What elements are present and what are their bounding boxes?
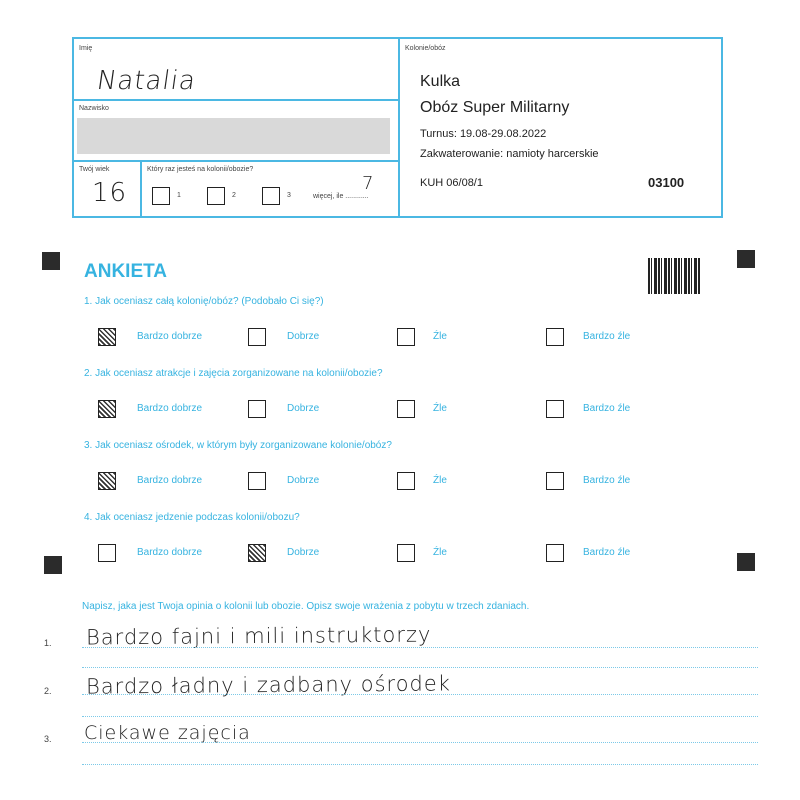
- header-divider-vertical: [398, 37, 400, 218]
- opinion-answer-1: Bardzo fajni i mili instruktorzy: [85, 622, 432, 650]
- line-number: 1.: [44, 638, 52, 648]
- ktory-raz-label: Który raz jesteś na kolonii/obozie?: [147, 166, 254, 173]
- visit-option-2-label: 2: [232, 192, 236, 199]
- wiek-label: Twój wiek: [79, 166, 110, 173]
- rating-checkbox-3-3[interactable]: [397, 472, 415, 490]
- opinion-answer-3: Ciekawe zajęcia: [84, 722, 251, 744]
- visit-checkbox-2[interactable]: [207, 187, 225, 205]
- camp-type: Obóz Super Militarny: [420, 99, 570, 116]
- rating-option-label: Źle: [433, 331, 447, 342]
- rating-checkbox-3-1[interactable]: [98, 472, 116, 490]
- barcode: [648, 258, 700, 294]
- dotted-line: [82, 742, 758, 743]
- registration-marker-top-right: [737, 250, 755, 268]
- nazwisko-redacted: [77, 118, 390, 154]
- rating-checkbox-2-4[interactable]: [546, 400, 564, 418]
- rating-option-label: Bardzo źle: [583, 547, 631, 558]
- wiek-value: 16: [92, 178, 128, 208]
- dotted-line: [82, 694, 758, 695]
- rating-option-label: Bardzo dobrze: [137, 475, 203, 486]
- turnus: Turnus: 19.08-29.08.2022: [420, 128, 547, 140]
- rating-checkbox-2-3[interactable]: [397, 400, 415, 418]
- dotted-line: [82, 667, 758, 668]
- rating-option-label: Dobrze: [287, 475, 320, 486]
- kolonia-label: Kolonie/obóz: [405, 45, 446, 52]
- imie-value: Natalia: [94, 66, 198, 96]
- rating-checkbox-4-3[interactable]: [397, 544, 415, 562]
- line-number: 2.: [44, 686, 52, 696]
- camp-number: 03100: [648, 175, 685, 190]
- rating-option-label: Źle: [433, 475, 447, 486]
- question-text: 1. Jak oceniasz całą kolonię/obóz? (Podobało Ci się?): [84, 296, 324, 307]
- rating-checkbox-3-4[interactable]: [546, 472, 564, 490]
- rating-option-label: Dobrze: [287, 403, 320, 414]
- imie-label: Imię: [79, 45, 93, 52]
- rating-option-label: Bardzo dobrze: [137, 403, 203, 414]
- visit-checkbox-3[interactable]: [262, 187, 280, 205]
- nazwisko-label: Nazwisko: [79, 105, 109, 112]
- rating-option-label: Źle: [433, 547, 447, 558]
- line-number: 3.: [44, 734, 52, 744]
- zakwaterowanie: Zakwaterowanie: namioty harcerskie: [420, 148, 599, 160]
- rating-checkbox-2-1[interactable]: [98, 400, 116, 418]
- opinion-answer-2: Bardzo ładny i zadbany ośrodek: [85, 671, 452, 699]
- visit-option-3-label: 3: [287, 192, 291, 199]
- registration-marker-bottom-right: [737, 553, 755, 571]
- wiecej-value: 7: [362, 173, 375, 194]
- header-divider-1: [72, 99, 400, 101]
- rating-checkbox-4-2[interactable]: [248, 544, 266, 562]
- registration-marker-bottom-left: [44, 556, 62, 574]
- rating-checkbox-4-4[interactable]: [546, 544, 564, 562]
- dotted-line: [82, 764, 758, 765]
- rating-checkbox-1-3[interactable]: [397, 328, 415, 346]
- dotted-line: [82, 647, 758, 648]
- rating-option-label: Bardzo dobrze: [137, 547, 203, 558]
- header-divider-2: [72, 160, 400, 162]
- rating-checkbox-3-2[interactable]: [248, 472, 266, 490]
- rating-option-label: Bardzo dobrze: [137, 331, 203, 342]
- visit-checkbox-1[interactable]: [152, 187, 170, 205]
- rating-checkbox-1-2[interactable]: [248, 328, 266, 346]
- registration-marker-top-left: [42, 252, 60, 270]
- camp-code: KUH 06/08/1: [420, 177, 483, 189]
- rating-checkbox-2-2[interactable]: [248, 400, 266, 418]
- question-text: 2. Jak oceniasz atrakcje i zajęcia zorganizowane na kolonii/obozie?: [84, 368, 383, 379]
- visit-option-1-label: 1: [177, 192, 181, 199]
- rating-checkbox-1-4[interactable]: [546, 328, 564, 346]
- rating-option-label: Bardzo źle: [583, 475, 631, 486]
- rating-option-label: Źle: [433, 403, 447, 414]
- header-border-right: [721, 37, 723, 218]
- header-divider-age: [140, 160, 142, 218]
- rating-option-label: Dobrze: [287, 331, 320, 342]
- question-text: 3. Jak oceniasz ośrodek, w którym były zorganizowane kolonie/obóz?: [84, 440, 392, 451]
- rating-checkbox-4-1[interactable]: [98, 544, 116, 562]
- rating-option-label: Dobrze: [287, 547, 320, 558]
- rating-option-label: Bardzo źle: [583, 403, 631, 414]
- camp-name: Kulka: [420, 73, 461, 90]
- wiecej-label: więcej, ile ............: [313, 193, 369, 200]
- survey-title: ANKIETA: [84, 261, 168, 282]
- dotted-line: [82, 716, 758, 717]
- rating-checkbox-1-1[interactable]: [98, 328, 116, 346]
- rating-option-label: Bardzo źle: [583, 331, 631, 342]
- header-border-left: [72, 37, 74, 218]
- question-text: 4. Jak oceniasz jedzenie podczas kolonii/obozu?: [84, 512, 300, 523]
- opinion-prompt: Napisz, jaka jest Twoja opinia o kolonii lub obozie. Opisz swoje wrażenia z pobytu w trzech zdaniach.: [82, 601, 530, 612]
